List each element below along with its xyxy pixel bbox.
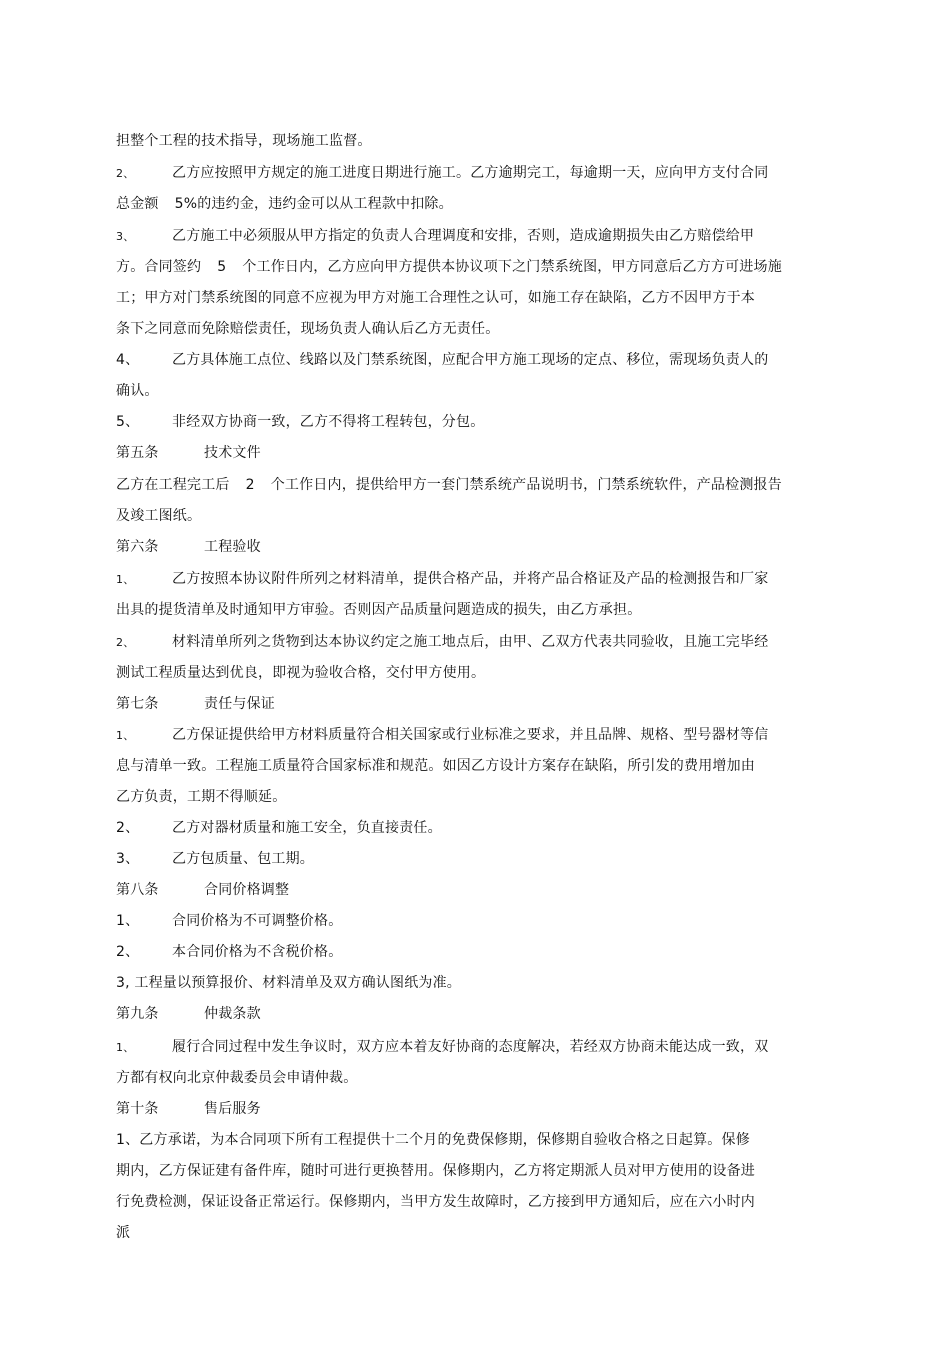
item-number: 1、	[116, 729, 135, 742]
article-heading: 第十条 售后服务	[116, 1101, 261, 1117]
text-line: 总金额 5%的违约金，违约金可以从工程款中扣除。	[116, 196, 453, 212]
text-line: 方都有权向北京仲裁委员会申请仲裁。	[116, 1070, 358, 1086]
clause-item: 1、 乙方保证提供给甲方材料质量符合相关国家或行业标准之要求，并且品牌、规格、型号器材等信	[116, 725, 768, 746]
text-line: 条下之同意而免除赔偿责任，现场负责人确认后乙方无责任。	[116, 321, 500, 337]
text-line: 期内，乙方保证建有备件库，随时可进行更换替用。保修期内，乙方将定期派人员对甲方使用的设备进	[116, 1163, 755, 1179]
text-line: 派	[116, 1225, 131, 1241]
text-line: 测试工程质量达到优良，即视为验收合格，交付甲方使用。	[116, 665, 486, 681]
text-line: 出具的提货清单及时通知甲方审验。否则因产品质量问题造成的损失，由乙方承担。	[116, 602, 642, 618]
item-number: 5、	[116, 414, 140, 430]
text-line: 确认。	[116, 383, 159, 399]
text-line: 行免费检测，保证设备正常运行。保修期内，当甲方发生故障时，乙方接到甲方通知后，应在六小时内	[116, 1194, 755, 1210]
text-line: 1、乙方承诺，为本合同项下所有工程提供十二个月的免费保修期，保修期自验收合格之日起算。保修	[116, 1132, 750, 1148]
item-number: 3、	[116, 851, 140, 867]
article-heading: 第九条 仲裁条款	[116, 1006, 261, 1022]
item-number: 2、	[116, 636, 135, 649]
item-number: 4、	[116, 352, 140, 368]
clause-item: 2、 材料清单所列之货物到达本协议约定之施工地点后，由甲、乙双方代表共同验收，且施工完毕经	[116, 632, 768, 653]
item-number: 2、	[116, 944, 140, 960]
clause-item: 3、 乙方包质量、包工期。	[116, 851, 314, 867]
text-line: 乙方负责，工期不得顺延。	[116, 789, 287, 805]
clause-item: 2、 乙方应按照甲方规定的施工进度日期进行施工。乙方逾期完工，每逾期一天，应向甲方支付合同	[116, 163, 768, 184]
clause-item: 1、 履行合同过程中发生争议时，双方应本着友好协商的态度解决，若经双方协商未能达成一致，双	[116, 1037, 768, 1058]
item-number: 2、	[116, 167, 135, 180]
clause-item: 1、 乙方按照本协议附件所列之材料清单，提供合格产品，并将产品合格证及产品的检测报告和厂家	[116, 569, 768, 590]
clause-item: 1、 合同价格为不可调整价格。	[116, 913, 343, 929]
text-line: 方。合同签约 5 个工作日内，乙方应向甲方提供本协议项下之门禁系统图，甲方同意后乙方方可进场施	[116, 259, 782, 275]
item-number: 1、	[116, 1041, 135, 1054]
text-line: 3, 工程量以预算报价、材料清单及双方确认图纸为准。	[116, 975, 462, 991]
text-line: 担整个工程的技术指导，现场施工监督。	[116, 133, 372, 149]
text-line: 工；甲方对门禁系统图的同意不应视为甲方对施工合理性之认可，如施工存在缺陷，乙方不因甲方于本	[116, 290, 755, 306]
text-line: 乙方在工程完工后 2 个工作日内，提供给甲方一套门禁系统产品说明书，门禁系统软件，产品检测报告	[116, 477, 782, 493]
item-number: 1、	[116, 913, 140, 929]
text-line: 息与清单一致。工程施工质量符合国家标准和规范。如因乙方设计方案存在缺陷，所引发的费用增加由	[116, 758, 755, 774]
item-number: 1、	[116, 573, 135, 586]
text-line: 及竣工图纸。	[116, 508, 202, 524]
item-number: 2、	[116, 820, 140, 836]
article-heading: 第七条 责任与保证	[116, 696, 275, 712]
article-heading: 第六条 工程验收	[116, 539, 261, 555]
item-number: 3、	[116, 230, 135, 243]
clause-item: 3、 乙方施工中必须服从甲方指定的负责人合理调度和安排，否则，造成逾期损失由乙方赔偿给甲	[116, 226, 754, 247]
clause-item: 5、 非经双方协商一致，乙方不得将工程转包，分包。	[116, 414, 485, 430]
clause-item: 2、 乙方对器材质量和施工安全，负直接责任。	[116, 820, 442, 836]
article-heading: 第八条 合同价格调整	[116, 882, 290, 898]
clause-item: 2、 本合同价格为不含税价格。	[116, 944, 343, 960]
clause-item: 4、 乙方具体施工点位、线路以及门禁系统图，应配合甲方施工现场的定点、移位，需现场负责人的	[116, 352, 769, 368]
article-heading: 第五条 技术文件	[116, 445, 261, 461]
